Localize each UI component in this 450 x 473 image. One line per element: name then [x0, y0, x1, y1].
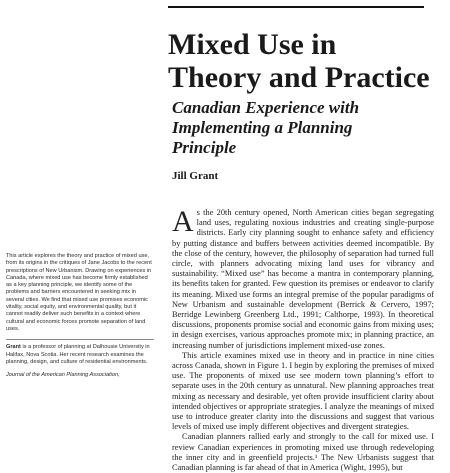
- title-line-1: Mixed Use in: [168, 28, 337, 61]
- title-line-2: Theory and Practice: [168, 61, 430, 94]
- body-paragraph-3: Canadian planners rallied early and strongly to the call for mixed use. I review Canadian experiences in promoting mixed use through redeveloping the inner city and in greenfield projects.¹ The New Urbanists suggest that Canadian planning is far ahead of that in America (Wight, 1995), but: [172, 432, 434, 473]
- body-paragraph-1-text: s the 20th century opened, North American cities began segregating land uses, regulating noxious industries and creating single-purpose districts. Early city planning sought to enhance safety and efficiency by putting distance and buffers between activities deemed incompatible. By the close of the century, however, the philosophy of separation had turned full circle, with planners advocating mixing land uses for vibrancy and sustainability. “Mixed use” has become a mantra in contemporary planning, its benefits taken for granted. Few question its premises or endeavor to clarify its meaning. Mixed use forms an integral premise of the popular paradigms of New Urbanism and sustainable development (Berrick & Cervero, 1997; Berridge Lewinberg Greenberg Ltd., 1991; Calthorpe, 1993). In theoretical discussions, proponents promise social and economic gains from mixing uses; in design exercises, various approaches promote mix; in planning practice, an increasing number of jurisdictions implement mixed-use zones.: [172, 208, 434, 350]
- subtitle-line-1: Canadian Experience with: [172, 98, 360, 117]
- author-name: Jill Grant: [172, 170, 219, 182]
- author-bio-text: is a professor of planning at Dalhousie University in Halifax, Nova Scotia. Her recent research examines the planning, design, and culture of residential environments.: [6, 344, 150, 365]
- title-rule: [168, 6, 424, 8]
- article-body: [172, 205, 434, 473]
- author-bio-name: Grant: [6, 344, 21, 351]
- sidebar: [6, 253, 154, 379]
- abstract: This article explores the theory and practice of mixed use, from its origins in the critiques of Jane Jacobs to the recent prescriptions of New Urbanism. Drawing on experiences in Canada, where mixed use has become firmly established as a key planning principle, we identify some of the problems and barriers encountered in seeking mix in several cities. We find that mixed use promises economic vitality, social equity, and environmental quality, but it cannot readily deliver such benefits in a context where cultural and economic forces promote separation of land uses.: [6, 253, 152, 332]
- author-bio: [6, 344, 154, 366]
- journal-citation: Journal of the American Planning Association,: [6, 372, 120, 379]
- subtitle-line-2: Implementing a Planning: [172, 118, 353, 137]
- body-paragraph-1: [172, 205, 434, 351]
- body-paragraph-2: This article examines mixed use in theory and in practice in nine cities across Canada, shown in Figure 1. I begin by exploring the premises of mixed use. The proponents of mixed use see modern town planning’s effort to separate uses in the 20th century as unnatural. New planning approaches treat mixing as necessary and desirable, yet often provide insufficient clarity about intended objectives or appropriate strategies. I analyze the meanings of mixed use to introduce greater clarity into the discussions and suggest that various levels of mixed use imply different objectives and divergent strategies.: [172, 350, 434, 432]
- article-subtitle: [172, 98, 437, 158]
- drop-cap: A: [172, 205, 194, 238]
- subtitle-line-3: Principle: [172, 138, 237, 157]
- sidebar-divider: [6, 339, 154, 340]
- article-title: [168, 28, 438, 94]
